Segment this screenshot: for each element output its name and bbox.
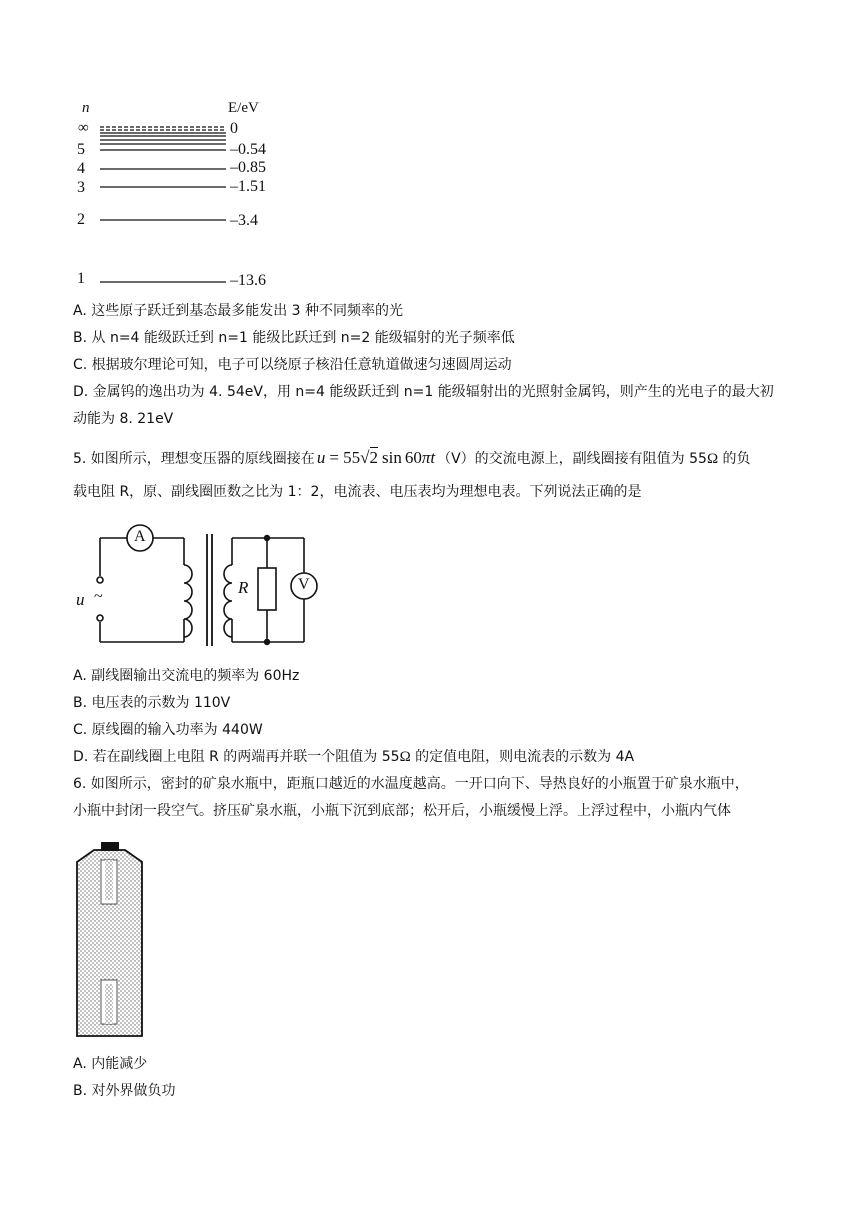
voltmeter-label: V bbox=[298, 576, 310, 593]
q5-option-d bbox=[73, 748, 634, 766]
q5-option-d-ohm: Ω bbox=[399, 749, 411, 765]
q6-option-b: B. 对外界做负功 bbox=[73, 1083, 176, 1099]
energy-level-diagram bbox=[70, 100, 290, 292]
ammeter-label: A bbox=[134, 528, 146, 545]
level-e-1: –13.6 bbox=[230, 272, 266, 289]
q5-formula-u: u bbox=[316, 448, 326, 467]
q5-formula-sin: sin bbox=[382, 448, 402, 467]
level-n-3: 3 bbox=[77, 179, 85, 196]
q5-formula bbox=[317, 448, 435, 467]
sqrt-icon: √ bbox=[360, 448, 370, 467]
q5-ohm: Ω bbox=[706, 451, 719, 467]
level-n-4: 4 bbox=[77, 160, 85, 177]
q5-option-d-pre: D. 若在副线圈上电阻 R 的两端再并联一个阻值为 55 bbox=[73, 749, 400, 765]
level-n-inf: ∞ bbox=[78, 120, 89, 136]
q5-stem-pre: 5. 如图所示，理想变压器的原线圈接在 bbox=[73, 451, 315, 467]
e-axis-label: E/eV bbox=[228, 100, 259, 116]
n-axis-label: n bbox=[82, 100, 90, 116]
level-n-1: 1 bbox=[77, 270, 85, 287]
level-e-3: –1.51 bbox=[230, 178, 266, 195]
q5-stem-line1 bbox=[73, 445, 751, 471]
q5-option-b: B. 电压表的示数为 110V bbox=[73, 695, 231, 711]
q5-option-c: C. 原线圈的输入功率为 440W bbox=[73, 722, 263, 738]
level-e-5: –0.54 bbox=[230, 141, 266, 158]
level-n-5: 5 bbox=[77, 141, 85, 158]
q5-stem-mid: （V）的交流电源上，副线圈接有阻值为 55 bbox=[437, 451, 707, 467]
q4-option-c: C. 根据玻尔理论可知，电子可以绕原子核沿任意轨道做速匀速圆周运动 bbox=[73, 357, 512, 373]
level-n-2: 2 bbox=[77, 211, 85, 228]
level-e-2: –3.4 bbox=[230, 212, 258, 229]
q5-option-d-post: 的定值电阻，则电流表的示数为 4A bbox=[410, 749, 635, 765]
energy-level-lines bbox=[70, 100, 290, 292]
q4-option-d-line2: 动能为 8. 21eV bbox=[73, 411, 174, 427]
ac-tilde-icon: ~ bbox=[94, 588, 103, 605]
resistor-label: R bbox=[238, 578, 249, 597]
mineral-water-bottle bbox=[72, 838, 152, 1040]
q5-formula-eq: = 55 bbox=[329, 448, 361, 467]
q5-formula-radicand: 2 bbox=[369, 448, 378, 467]
transformer-circuit bbox=[72, 518, 332, 654]
q4-option-a: A. 这些原子跃迁到基态最多能发出 3 种不同频率的光 bbox=[73, 303, 404, 319]
level-e-4: –0.85 bbox=[230, 159, 266, 176]
q5-formula-t: t bbox=[430, 448, 436, 467]
q4-option-b: B. 从 n=4 能级跃迁到 n=1 能级比跃迁到 n=2 能级辐射的光子频率低 bbox=[73, 330, 515, 346]
q6-option-a: A. 内能减少 bbox=[73, 1056, 148, 1072]
q5-stem-line2: 载电阻 R，原、副线圈匝数之比为 1：2，电流表、电压表均为理想电表。下列说法正确的是 bbox=[73, 484, 642, 500]
q4-option-d-line1: D. 金属钨的逸出功为 4. 54eV，用 n=4 能级跃迁到 n=1 能级辐射出的光照射金属钨，则产生的光电子的最大初 bbox=[73, 384, 774, 400]
q5-formula-arg: 60 bbox=[404, 448, 422, 467]
circuit-diagram bbox=[72, 518, 332, 654]
q5-stem-end: 的负 bbox=[718, 451, 751, 467]
q5-formula-pi: π bbox=[421, 448, 431, 467]
source-label: u bbox=[76, 590, 85, 609]
level-e-inf: 0 bbox=[230, 120, 238, 137]
bottle-figure bbox=[72, 838, 152, 1040]
q6-stem-line1: 6. 如图所示，密封的矿泉水瓶中，距瓶口越近的水温度越高。一开口向下、导热良好的小瓶置于矿泉水瓶中， bbox=[73, 776, 749, 792]
q6-stem-line2: 小瓶中封闭一段空气。挤压矿泉水瓶，小瓶下沉到底部；松开后，小瓶缓慢上浮。上浮过程中，小瓶内气体 bbox=[73, 803, 731, 819]
q5-option-a: A. 副线圈输出交流电的频率为 60Hz bbox=[73, 668, 300, 684]
